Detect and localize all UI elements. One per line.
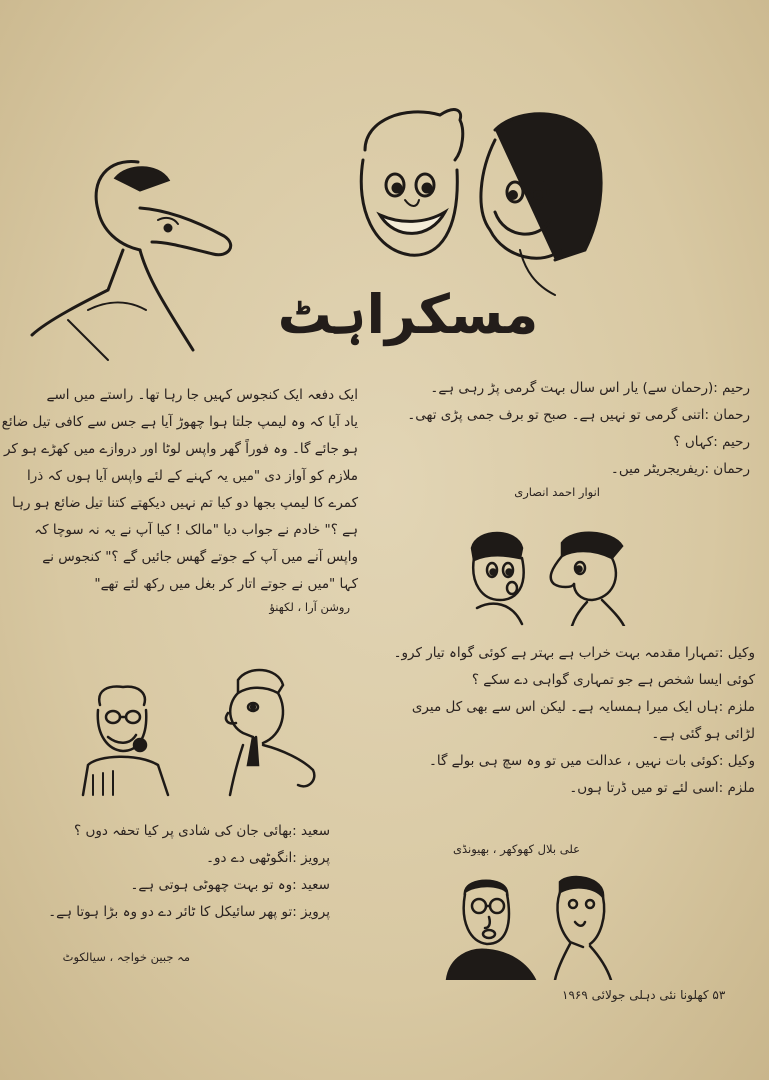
joke-line: وکیل :کوئی بات نہیں ، عدالت میں تو وہ سچ ہی بولے گا۔ xyxy=(428,753,755,769)
joke-line: کہا "میں نے جوتے اتار کر بغل میں رکھ لئے تھے" xyxy=(94,576,358,592)
joke-line: کوئی ایسا شخص ہے جو تمہاری گواہی دے سکے ؟ xyxy=(471,672,755,688)
credit-roshan-ara: روشن آرا ، لکھنؤ xyxy=(269,600,350,614)
joke-line: وکیل :تمہارا مقدمہ بہت خراب ہے بہتر ہے کوئی گواہ تیار کرو۔ xyxy=(393,645,755,661)
joke-rahim-rahman xyxy=(370,375,750,483)
joke-saeed-parvez xyxy=(40,818,330,926)
joke-line: رحیم :(رحمان سے) یار اس سال بہت گرمی پڑ رہی ہے۔ xyxy=(430,380,750,396)
joke-line: سعید :وہ تو بہت چھوٹی ہوتی ہے۔ xyxy=(130,877,330,893)
joke-line: رحمان :ریفریجریٹر میں۔ xyxy=(610,461,750,477)
joke-line: ہو جائے گا۔ وہ فوراً گھر واپس لوٹا اور دروازے میں کھڑے ہو کر xyxy=(3,441,358,457)
cartoon-lawyer-and-accused xyxy=(462,528,637,626)
joke-line: یاد آیا کہ وہ لیمپ جلتا ہوا چھوڑ آیا ہے جس سے کافی تیل ضائع xyxy=(1,414,358,430)
credit-ansari: انوار احمد انصاری xyxy=(514,485,600,499)
joke-line: پرویز :تو پھر سائیکل کا ٹائر دے دو وہ بڑا ہوتا ہے۔ xyxy=(48,904,330,920)
joke-line: ہے ؟" خادم نے جواب دیا "مالک ! کیا آپ نے یہ نہ سوچا کہ xyxy=(34,522,358,538)
joke-line: ایک دفعہ ایک کنجوس کہیں جا رہا تھا۔ راستے میں اسے xyxy=(46,387,358,403)
joke-line: رحمان :اتنی گرمی تو نہیں ہے۔ صبح تو برف جمی پڑی تھی۔ xyxy=(407,407,750,423)
joke-line: واپس آنے میں آپ کے جوتے گھس جائیں گے ؟" کنجوس نے xyxy=(42,549,358,565)
joke-line: پرویز :انگوٹھی دے دو۔ xyxy=(206,850,330,866)
cartoon-two-men-bottom xyxy=(445,872,615,980)
joke-line: ملازم کو آواز دی "میں یہ کہنے کے لئے واپس آیا ہوں کہ ذرا xyxy=(27,468,358,484)
page-title: مسکراہٹ xyxy=(277,283,539,346)
cartoon-man-with-cap xyxy=(28,150,258,365)
joke-lawyer xyxy=(370,640,755,802)
joke-miser xyxy=(1,382,358,598)
page-footer: ۵۳ کھلونا نئی دہلی جولائی ۱۹۶۹ xyxy=(562,988,726,1002)
joke-line: ملزم :ہاں ایک میرا ہمسایہ ہے۔ لیکن اس سے بھی کل میری xyxy=(411,699,755,715)
joke-line: لڑائی ہو گئی ہے۔ xyxy=(651,726,755,742)
joke-line: رحیم :کہاں ؟ xyxy=(673,434,750,450)
joke-line: ملزم :اسی لئے تو میں ڈرتا ہوں۔ xyxy=(569,780,755,796)
cartoon-two-smiling-faces xyxy=(345,100,610,300)
credit-mahjabeen: مہ جبین خواجہ ، سیالکوٹ xyxy=(62,950,190,964)
cartoon-saeed-and-parvez xyxy=(78,665,333,800)
joke-line: کمرے کا لیمپ بجھا دو کیا تم نہیں دیکھتے کتنا تیل ضائع ہو رہا xyxy=(12,495,358,511)
joke-line: سعید :بھائی جان کی شادی پر کیا تحفہ دوں ؟ xyxy=(74,823,330,839)
credit-ali-bilal: علی بلال کھوکھر ، بھیونڈی xyxy=(453,842,580,856)
